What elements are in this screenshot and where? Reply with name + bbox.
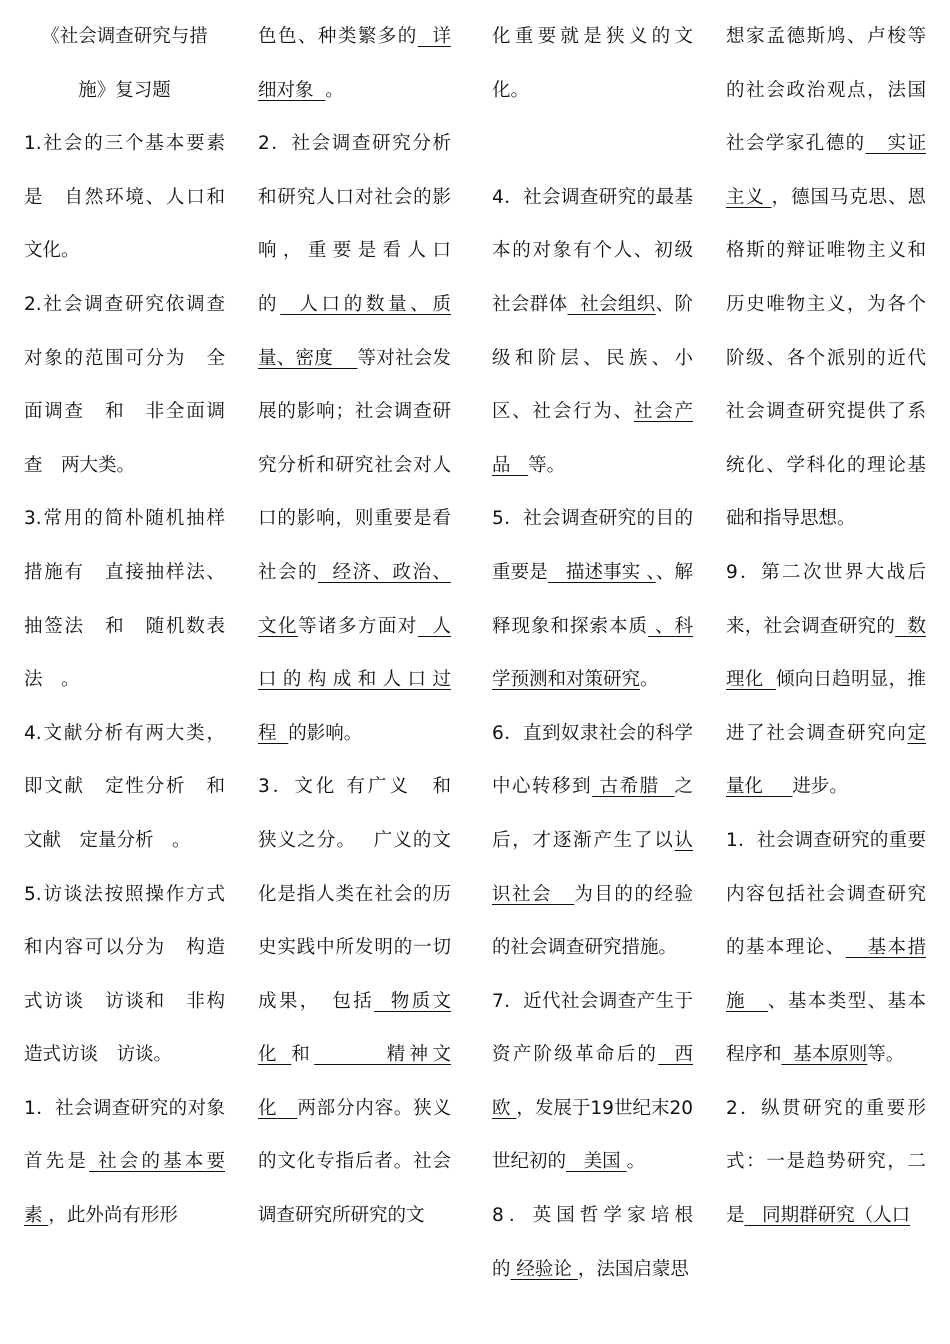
text: 、阶级和阶层、民族、小区、社会行为、 <box>492 293 693 423</box>
column-1 <box>24 10 244 1243</box>
continuation <box>258 10 451 117</box>
doc-title-line-2: 施》复习题 <box>78 79 171 101</box>
answer: 详细对象 <box>258 26 451 101</box>
answer: 人口的数量、质量、密度 <box>258 293 451 369</box>
question-3 <box>258 760 470 1242</box>
text: 。 <box>325 79 344 101</box>
text: 的影响。 <box>288 722 363 744</box>
text: 4．社会调查研究的最基本的对象有个人、初级社会群体 <box>492 186 693 315</box>
text: 等对社会发展的影响；社会调查研究分析和研究社会对人口的影响，则重要是看社会的 <box>258 347 451 583</box>
column-2 <box>258 10 470 1243</box>
section-question-2 <box>726 1082 926 1243</box>
answer: 古希腊 <box>599 776 660 798</box>
text: 、基本类型、基本程序和 <box>726 990 926 1066</box>
text: 。 <box>640 669 659 691</box>
answer: 同期群研究（人口 <box>762 1205 911 1227</box>
text: 3．文化 有广义 和 狭义之分。 广义的文化是指人类在社会的历史实践中所发明的一切成果， 包括 <box>258 776 470 1012</box>
text: 8．英国哲学家培根的 <box>492 1205 693 1280</box>
question-5: 5.访谈法按照操作方式和内容可以分为 构造式访谈 访谈和 非构造式访谈 访谈。 <box>24 883 225 1066</box>
answer: 社会组织 <box>580 293 656 315</box>
answer: 实证主义 <box>726 133 926 208</box>
answer: 认识社会 <box>492 829 693 905</box>
text: ，此外尚有形形 <box>48 1205 178 1227</box>
text: 等。 <box>528 454 566 476</box>
question-8 <box>492 1189 693 1296</box>
blank-line <box>492 117 693 171</box>
text: 9．第二次世界大战后来，社会调查研究的 <box>726 561 926 637</box>
text: 5．社会调查研究的目的重要是 <box>492 508 693 583</box>
answer: 社会的基本要素 <box>24 1151 225 1227</box>
text: ，法国启蒙思 <box>577 1258 689 1280</box>
answer: 精神文化 <box>258 1044 451 1119</box>
text: 、解释现象和探索本质 <box>492 561 693 637</box>
text: 之后，才逐渐产生了以 <box>492 776 693 851</box>
text: 想家孟德斯鸠、卢梭等的社会政治观点，法国社会学家孔德的 <box>726 26 926 155</box>
text: 和 <box>291 1044 315 1066</box>
answer: 物质文化 <box>258 990 451 1066</box>
text: 1．社会调查研究的对象首先是 <box>24 1097 225 1173</box>
text: ，德国马克思、恩格斯的辩证唯物主义和历史唯物主义，为各个阶级、各个派别的近代社会调查研究提供了系统化、学科化的理论基础和指导思想。 <box>726 186 926 530</box>
answer: 人口的构成和人口过程 <box>258 615 451 744</box>
text: 两部分内容。狭义的文化专指后者。社会调查研究所研究的文 <box>258 1097 451 1227</box>
section-question-1 <box>726 814 926 1082</box>
doc-title-line-1: 《社会调查研究与措 <box>41 26 208 47</box>
text: 倾向日趋明显，推进了社会调查研究向 <box>726 669 926 744</box>
answer: 西欧 <box>492 1044 693 1119</box>
text: 。 <box>626 1151 646 1173</box>
answer: 经济、政治、文化 <box>258 561 451 637</box>
text: 6．直到奴隶社会的科学中心转移到 <box>492 722 693 798</box>
question-2 <box>258 117 451 760</box>
answer: 社会产品 <box>492 401 693 476</box>
question-7 <box>492 975 693 1189</box>
text: 色色、种类繁多的 <box>258 26 418 47</box>
text: 7．近代社会调查产生于资产阶级革命后的 <box>492 990 693 1066</box>
answer: 基本原则 <box>793 1044 868 1066</box>
blank-question-1 <box>24 1082 225 1243</box>
answer: 描述事实 、 <box>565 561 656 583</box>
answer: 、 <box>654 615 675 637</box>
question-6 <box>492 707 693 975</box>
answer: 数理化 <box>726 615 926 691</box>
answer: 定量化 <box>726 722 926 798</box>
text: ，发展于19世纪末20世纪初的 <box>492 1097 693 1173</box>
question-2: 2.社会调查研究依调查对象的范围可分为 全面调查 和 非全面调查 两大类。 <box>24 293 225 476</box>
question-9 <box>726 546 926 814</box>
column-4 <box>726 10 926 1243</box>
text: 2．纵贯研究的重要形式：一是趋势研究，二是 <box>726 1097 926 1227</box>
question-1: 1.社会的三个基本要素是 自然环境、人口和文化。 <box>24 133 225 262</box>
question-5 <box>492 492 693 706</box>
question-4: 4.文献分析有两大类，即文献 定性分析 和 文献 定量分析 。 <box>24 722 244 851</box>
text: 2．社会调查研究分析和研究人口对社会的影响，重要是看人口的 <box>258 133 451 315</box>
answer: 美国 <box>583 1151 621 1173</box>
continuation: 化重要就是狭义的文化。 <box>492 26 693 101</box>
column-3 <box>492 10 693 1296</box>
continuation <box>726 10 926 546</box>
question-3: 3.常用的简朴随机抽样措施有 直接抽样法、抽签法 和 随机数表法 。 <box>24 508 225 691</box>
question-4 <box>492 171 693 493</box>
answer: 经验论 <box>516 1258 572 1280</box>
answer: 基本措施 <box>726 937 926 1012</box>
text: 为目的的经验的社会调查研究措施。 <box>492 883 693 959</box>
text: 进步。 <box>792 776 848 798</box>
text: 等。 <box>867 1044 905 1066</box>
answer: 科学预测和对策研究 <box>492 615 693 691</box>
text: 1．社会调查研究的重要内容包括社会调查研究的基本理论、 <box>726 829 926 959</box>
text: 等诸多方面对 <box>297 615 418 637</box>
